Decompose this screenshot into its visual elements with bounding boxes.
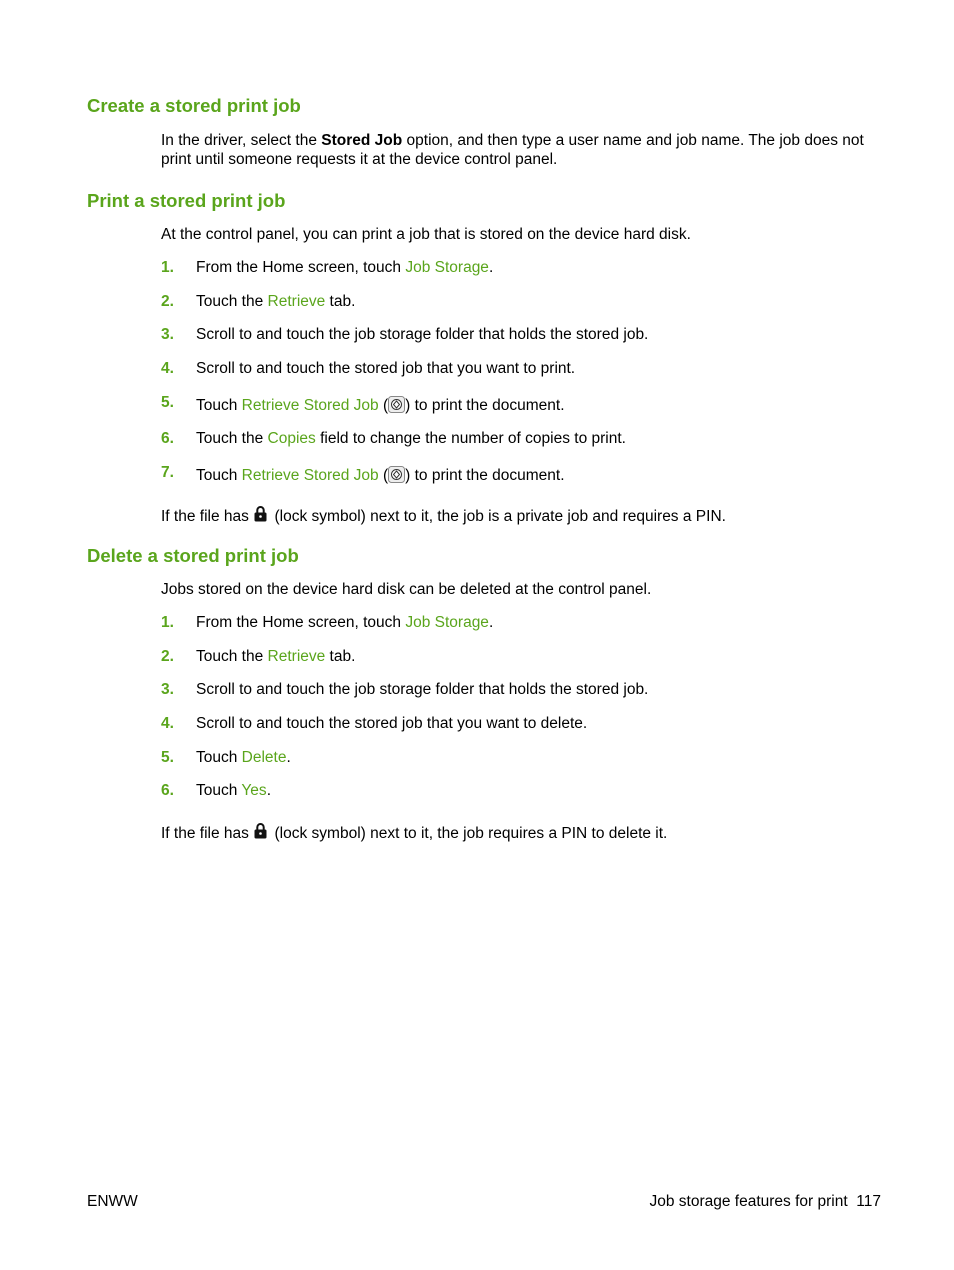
lock-icon bbox=[254, 822, 267, 844]
step-text: Scroll to and touch the stored job that you want to print. bbox=[196, 360, 576, 377]
delete-lock-note: If the file has (lock symbol) next to it, the job requires a PIN to delete it. bbox=[161, 822, 886, 844]
step-text: Scroll to and touch the job storage folder that holds the stored job. bbox=[196, 326, 649, 343]
print-intro: At the control panel, you can print a job that is stored on the device hard disk. bbox=[161, 226, 691, 243]
step-text: Touch the Retrieve tab. bbox=[196, 648, 356, 665]
step-text: Touch Yes. bbox=[196, 782, 271, 799]
step-text: Scroll to and touch the stored job that you want to delete. bbox=[196, 715, 588, 732]
lock-icon bbox=[254, 505, 267, 527]
step-number: 4. bbox=[161, 715, 174, 732]
create-paragraph: In the driver, select the Stored Job option, and then type a user name and job name. The job does not print until someone requests it at the device control panel. bbox=[161, 132, 864, 168]
step-number: 1. bbox=[161, 614, 174, 631]
step-number: 5. bbox=[161, 394, 174, 411]
footer-section-title: Job storage features for print bbox=[649, 1193, 848, 1210]
start-button-icon bbox=[388, 396, 405, 418]
step-text: Touch Retrieve Stored Job ( ) to print the document. bbox=[196, 466, 565, 488]
step-number: 5. bbox=[161, 749, 174, 766]
job-storage-link: Job Storage bbox=[405, 259, 489, 276]
start-button-icon bbox=[388, 466, 405, 488]
step-number: 3. bbox=[161, 681, 174, 698]
yes-link: Yes bbox=[241, 782, 267, 799]
step-number: 1. bbox=[161, 259, 174, 276]
step-number: 2. bbox=[161, 648, 174, 665]
step-text: From the Home screen, touch Job Storage. bbox=[196, 259, 494, 276]
step-text: Touch the Retrieve tab. bbox=[196, 293, 356, 310]
heading-print-stored-print-job: Print a stored print job bbox=[87, 190, 286, 211]
print-lock-note: If the file has (lock symbol) next to it, the job is a private job and requires a PIN. bbox=[161, 505, 886, 527]
retrieve-stored-job-link: Retrieve Stored Job bbox=[241, 397, 379, 414]
step-number: 3. bbox=[161, 326, 174, 343]
job-storage-link: Job Storage bbox=[405, 614, 489, 631]
footer-right bbox=[649, 1193, 881, 1211]
copies-field-link: Copies bbox=[267, 430, 316, 447]
step-text: Touch Delete. bbox=[196, 749, 291, 766]
delete-link: Delete bbox=[241, 749, 287, 766]
step-text: Touch the Copies field to change the number of copies to print. bbox=[196, 430, 626, 447]
page-number: 117 bbox=[856, 1193, 881, 1210]
step-number: 6. bbox=[161, 430, 174, 447]
retrieve-stored-job-link: Retrieve Stored Job bbox=[241, 467, 379, 484]
step-number: 2. bbox=[161, 293, 174, 310]
step-number: 4. bbox=[161, 360, 174, 377]
step-text: Scroll to and touch the job storage folder that holds the stored job. bbox=[196, 681, 649, 698]
step-number: 6. bbox=[161, 782, 174, 799]
stored-job-option: Stored Job bbox=[321, 132, 403, 149]
retrieve-tab-link: Retrieve bbox=[267, 648, 326, 665]
heading-delete-stored-print-job: Delete a stored print job bbox=[87, 545, 299, 566]
step-text: From the Home screen, touch Job Storage. bbox=[196, 614, 494, 631]
heading-create-stored-print-job: Create a stored print job bbox=[87, 95, 301, 116]
step-text: Touch Retrieve Stored Job ( ) to print the document. bbox=[196, 396, 565, 418]
delete-intro: Jobs stored on the device hard disk can be deleted at the control panel. bbox=[161, 581, 652, 598]
step-number: 7. bbox=[161, 464, 174, 481]
retrieve-tab-link: Retrieve bbox=[267, 293, 326, 310]
footer-left: ENWW bbox=[87, 1193, 138, 1210]
